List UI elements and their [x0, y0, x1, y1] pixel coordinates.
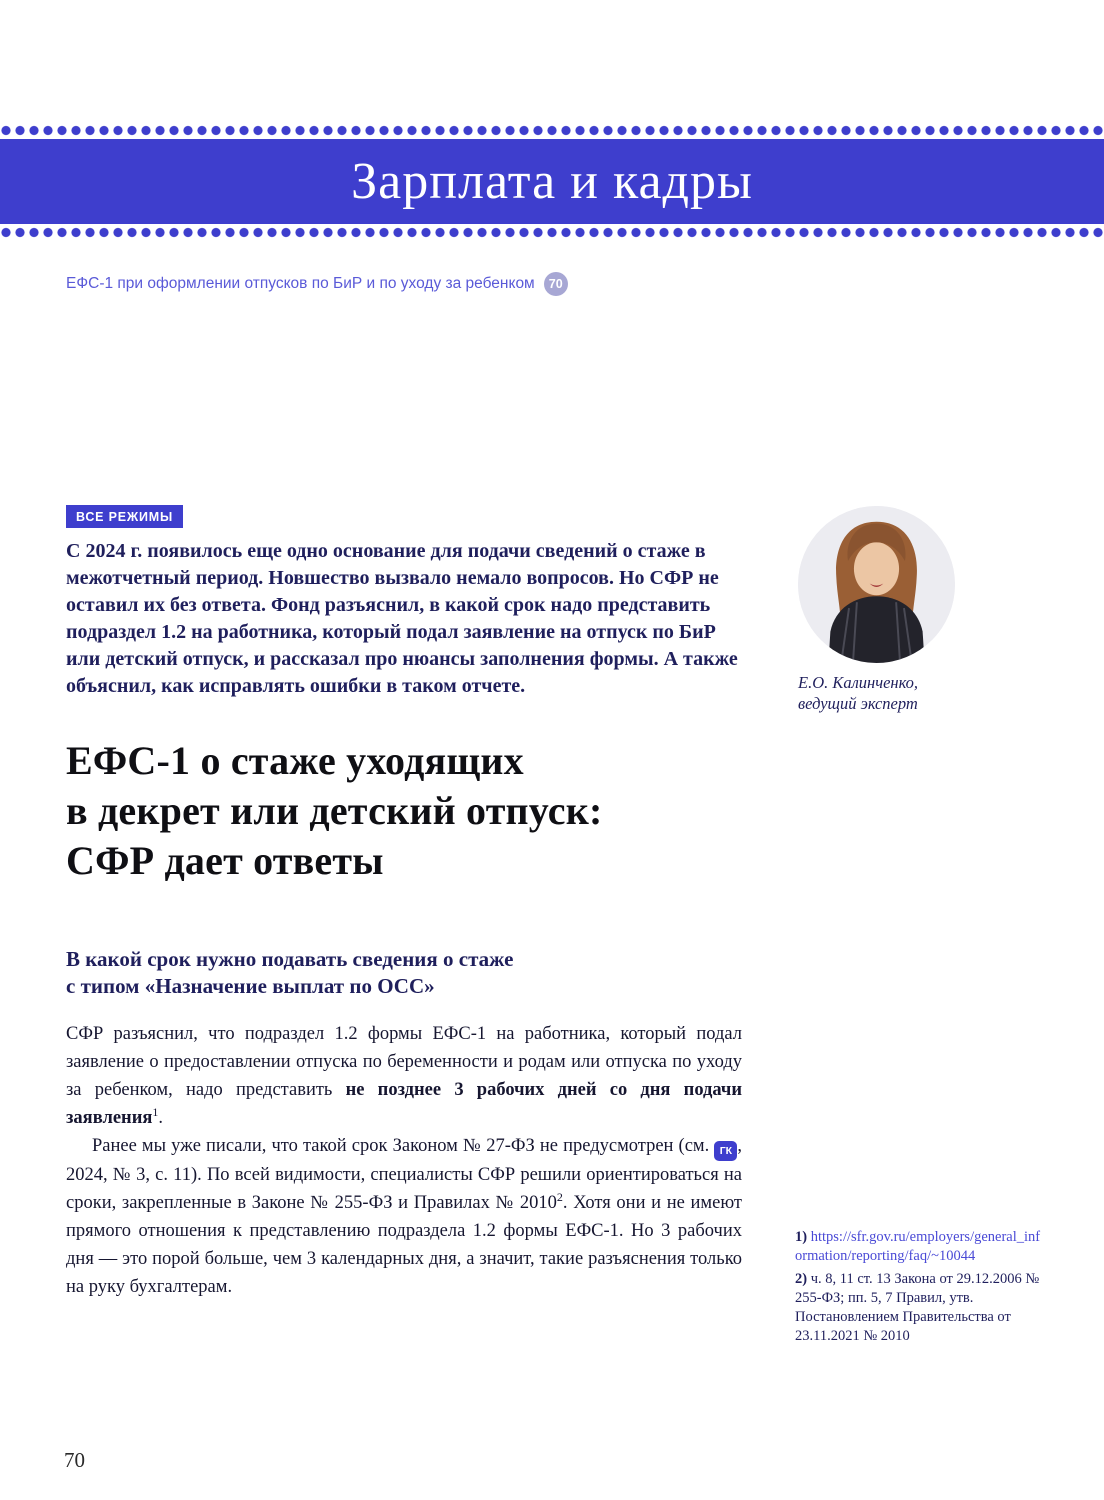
paragraph-2 — [66, 1132, 742, 1301]
footnote-ref-2[interactable]: 2 — [556, 1189, 563, 1204]
author-portrait-icon — [798, 506, 955, 663]
regime-badge: ВСЕ РЕЖИМЫ — [66, 505, 183, 528]
section-title: Зарплата и кадры — [351, 153, 753, 210]
footnote-2-marker: 2) — [795, 1271, 808, 1287]
paragraph-2-text-3: . Хотя они и не имеют прямого отношения к представлению подраздела 1.2 формы ЕФС-1. Но 3 рабочих дня — это порой больше, чем 3 календарных дня, а значит, такие разъяснения только на руку бухгалтерам. — [66, 1193, 742, 1297]
paragraph-2-text-1: Ранее мы уже писали, что такой срок Законом № 27-ФЗ не предусмотрен (см. — [92, 1136, 715, 1156]
footnote-1-marker: 1) — [795, 1229, 808, 1245]
author-caption — [798, 672, 1038, 714]
author-role: ведущий эксперт — [798, 694, 918, 713]
article-body — [66, 505, 742, 1301]
paragraph-1-text: СФР разъяснил, что подраздел 1.2 формы ЕФС-1 на работника, который подал заявление о предоставлении отпуска по беременности и родам или отпуска по уходу за ребенком, надо представить — [66, 1024, 742, 1100]
page-ref-badge: 70 — [544, 272, 568, 296]
paragraph-1 — [66, 1020, 742, 1132]
paragraph-1-tail: . — [158, 1108, 163, 1128]
footnotes-block — [795, 1228, 1045, 1350]
author-name: Е.О. Калинченко, — [798, 673, 919, 692]
kicker-text: ЕФС-1 при оформлении отпусков по БиР и по уходу за ребенком — [66, 275, 535, 292]
footnote-2 — [795, 1270, 1045, 1346]
headline-line-3: СФР дает ответы — [66, 838, 384, 883]
banner-dots-top — [0, 125, 1104, 136]
footnote-1-link[interactable]: https://sfr.gov.ru/employers/general_information/reporting/faq/~10044 — [795, 1229, 1041, 1264]
footnote-ref-1[interactable]: 1 — [152, 1104, 159, 1119]
author-avatar — [798, 506, 955, 663]
banner-dots-bottom — [0, 227, 1104, 238]
page-number: 70 — [64, 1448, 85, 1472]
subheading-line-2: с типом «Назначение выплат по ОСС» — [66, 974, 435, 998]
footnote-1 — [795, 1228, 1045, 1266]
paragraph-1-bold: не позднее 3 рабочих дней со дня подачи заявления — [66, 1080, 742, 1128]
section-subheading — [66, 946, 742, 1000]
footnote-2-text: ч. 8, 11 ст. 13 Закона от 29.12.2006 № 255-ФЗ; пп. 5, 7 Правил, утв. Постановлением Правительства от 23.11.2021 № 2010 — [795, 1271, 1040, 1344]
section-banner — [0, 125, 1104, 238]
headline-line-1: ЕФС-1 о стаже уходящих — [66, 738, 524, 783]
paragraph-2-text-2: , 2024, № 3, с. 11). По всей видимости, специалисты СФР решили ориентироваться на сроки, закрепленные в Законе № 255-ФЗ и Правилах № 2010 — [66, 1136, 742, 1213]
article-intro: С 2024 г. появилось еще одно основание для подачи сведений о стаже в межотчетный период. Новшество вызвало немало вопросов. Но СФР не оставил их без ответа. Фонд разъяснил, в какой срок надо представить подраздел 1.2 на работника, который подал заявление на отпуск по БиР или детский отпуск, и рассказал про нюансы заполнения формы. А также объяснил, как исправлять ошибки в таком отчете. — [66, 540, 738, 697]
subheading-line-1: В какой срок нужно подавать сведения о стаже — [66, 947, 514, 971]
headline-line-2: в декрет или детский отпуск: — [66, 788, 603, 833]
article-kicker — [66, 272, 568, 296]
banner-strip — [0, 139, 1104, 224]
magazine-logo-icon[interactable]: ГК — [714, 1141, 737, 1161]
article-headline — [66, 736, 742, 886]
